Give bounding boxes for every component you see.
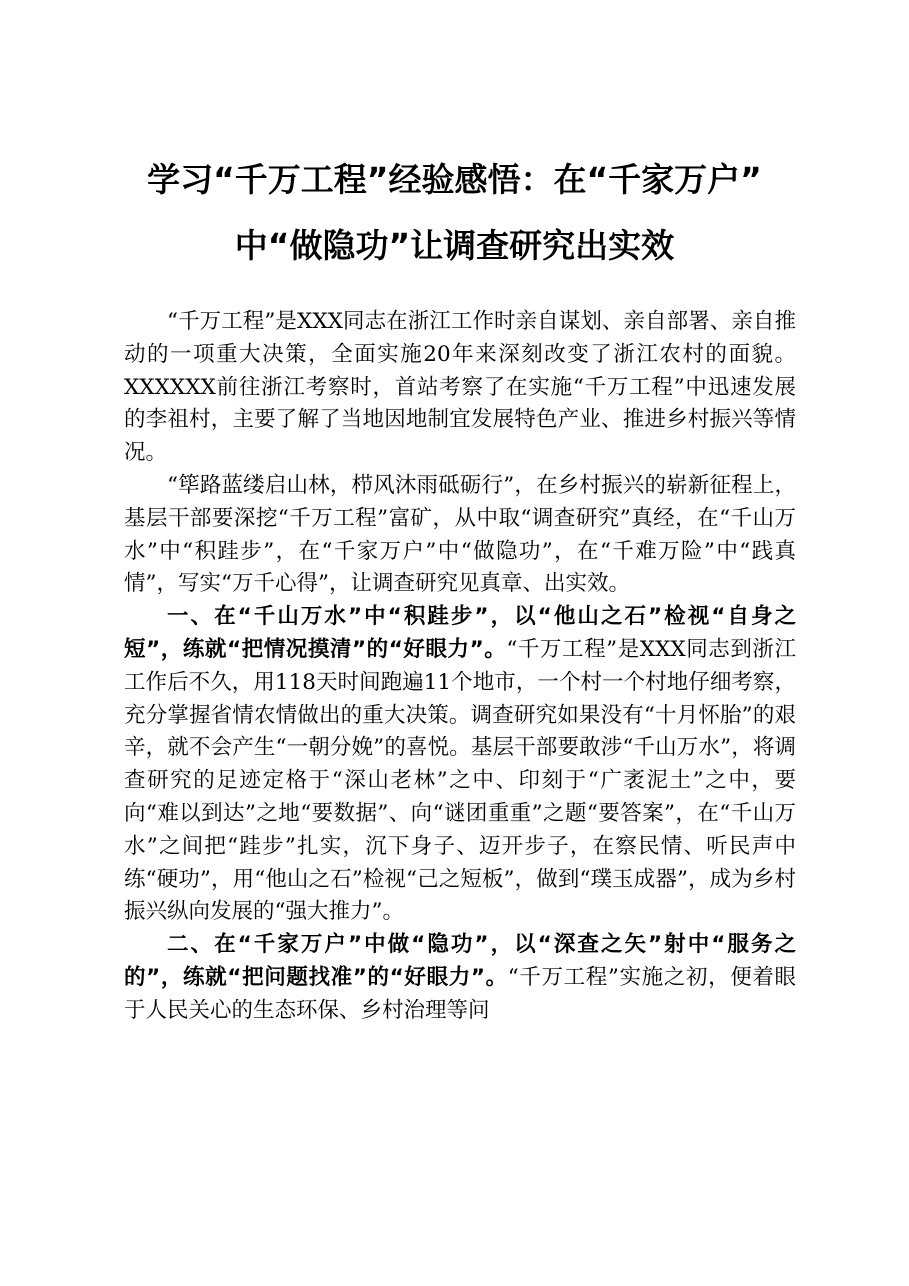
paragraph-text: “千万工程”是XXX同志到浙江工作后不久，用118天时间跑遍11个地市，一个村一个村地仔细考察，充分掌握省情农情做出的重大决策。调查研究如果没有“十月怀胎”的艰辛，就不会产生“一朝分娩”的喜悦。基层干部要敢涉“千山万水”，将调查研究的足迹定格于“深山老林”之中、印刻于“广袤泥土”之中，要向“难以到达”之地“要数据”、向“谜团重重”之题“要答案”，在“千山万水”之间把“跬步”扎实，沉下身子、迈开步子，在察民情、听民声中练“硬功”，用“他山之石”检视“己之短板”，做到“璞玉成器”，成为乡村振兴纵向发展的“强大推力”。 <box>124 636 796 925</box>
document-title-line-2: 中“做隐功”让调查研究出实效 <box>234 226 675 265</box>
section-heading: 二、在“千家万户”中做“隐功”，以“深查之矢”射中“服务之的”，练就“把问题找准”的“好眼力”。 <box>124 932 796 990</box>
paragraph-text: “筚路蓝缕启山林，栉风沐雨砥砺行”，在乡村振兴的崭新征程上，基层干部要深挖“千万工程”富矿，从中取“调查研究”真经，在“千山万水”中“积跬步”，在“千家万户”中“做隐功”，在“千难万险”中“践真情”，写实“万千心得”，让调查研究见真章、出实效。 <box>124 472 796 597</box>
paragraph-text: “千万工程”实施之初，便着眼于人民关心的生态环保、乡村治理等问 <box>124 964 797 1023</box>
paragraph-text: “千万工程”是XXX同志在浙江工作时亲自谋划、亲自部署、亲自推动的一项重大决策，全面实施20年来深刻改变了浙江农村的面貌。XXXXXX前往浙江考察时，首站考察了在实施“千万工程”中迅速发展的李祖村，主要了解了当地因地制宜发展特色产业、推进乡村振兴等情况。 <box>124 309 796 466</box>
document-title-line-1: 学习“千万工程”经验感悟：在“千家万户” <box>147 160 762 199</box>
paragraph-intro <box>124 306 796 470</box>
document-body <box>124 306 796 1028</box>
paragraph-section-1 <box>124 601 796 929</box>
paragraph-section-2 <box>124 929 796 1027</box>
paragraph-overview <box>124 470 796 601</box>
section-heading: 一、在“千山万水”中“积跬步”，以“他山之石”检视“自身之短”，练就“把情况摸清”的“好眼力”。 <box>124 604 796 662</box>
